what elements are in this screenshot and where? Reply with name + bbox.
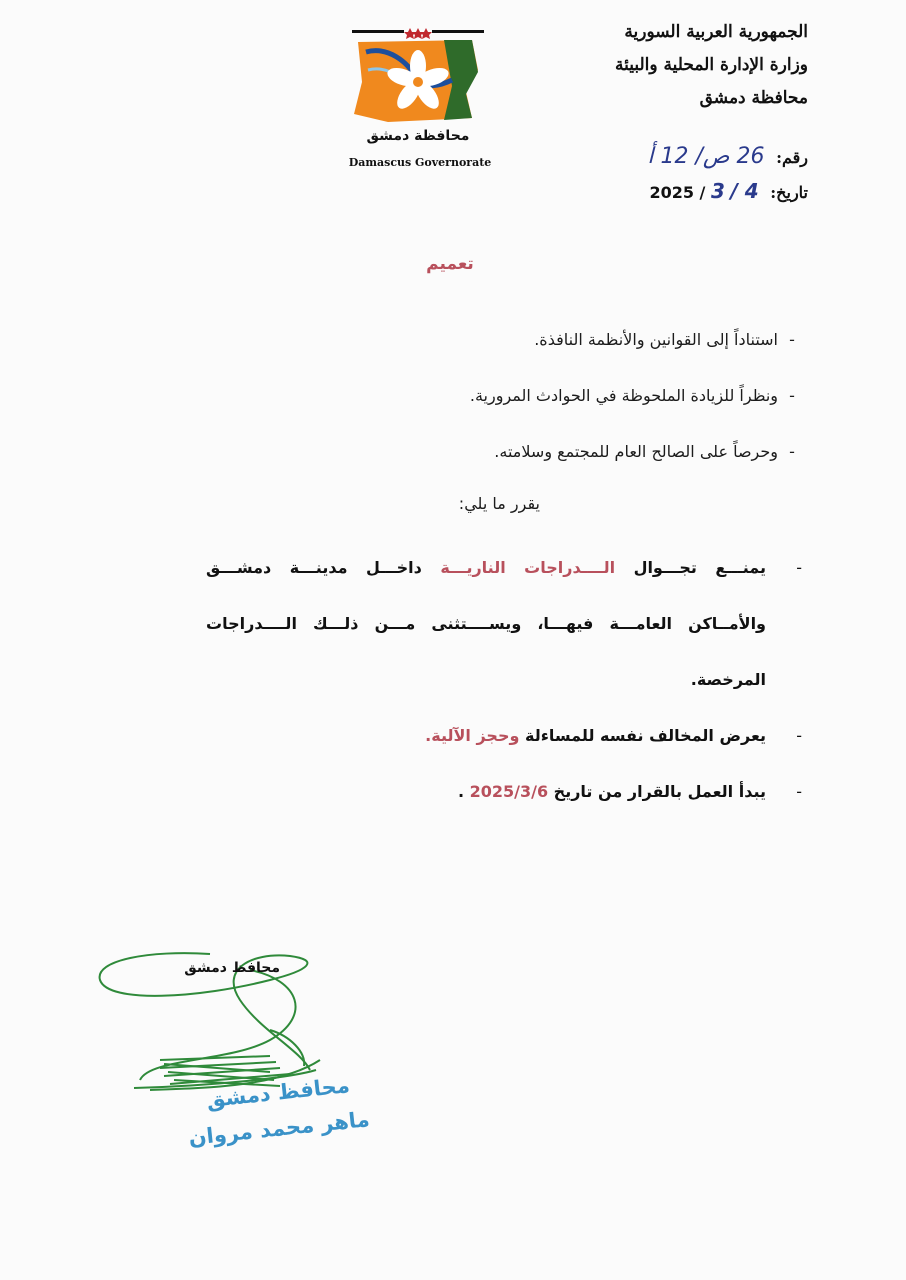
decision-2-text: يعرض المخالف نفسه للمساءلة: [525, 726, 766, 745]
decision-item: - يعرض المخالف نفسه للمساءلة وحجز الآلية.: [425, 726, 802, 745]
reference-date: [608, 174, 808, 208]
decision-2-highlight: وحجز الآلية.: [425, 726, 520, 745]
date-month: 3: [710, 179, 725, 203]
decision-item: - يمنـــع تجـــوال الــــدراجات الناريـــة داخـــل مدينـــة دمشـــق والأمــاكن العامـــة فيهـــا، ويســــتثنى مـــن ذلـــك الــــدراجات المرخصة.: [206, 558, 802, 689]
preamble-item: -وحرصاً على الصالح العام للمجتمع وسلامته.: [494, 442, 795, 461]
document-title: تعميم: [426, 254, 474, 274]
letterhead-line-republic: الجمهورية العربية السورية: [624, 22, 808, 42]
logo-name-arabic: محافظة دمشق: [366, 128, 470, 144]
stamp-title: محافظ دمشق: [205, 1073, 351, 1113]
date-year: 2025 /: [649, 183, 706, 202]
decision-3-text: يبدأ العمل بالقرار من تاريخ: [553, 782, 766, 801]
stamp-name: ماهر محمد مروان: [187, 1107, 371, 1150]
decision-1-highlight: الــــدراجات الناريـــة: [440, 558, 616, 577]
reference-label: رقم:: [776, 148, 808, 167]
decides-heading: يقرر ما يلي:: [458, 494, 540, 513]
preamble-item: -ونظراً للزيادة الملحوظة في الحوادث المرورية.: [469, 386, 795, 405]
letterhead-line-governorate: محافظة دمشق: [699, 88, 808, 108]
reference-block: [608, 140, 808, 208]
preamble-list: [286, 318, 806, 486]
date-day: / 4: [730, 179, 759, 203]
logo-name-english: Damascus Governorate: [348, 156, 492, 169]
date-value: [649, 179, 759, 203]
reference-number: [608, 140, 808, 174]
reference-value: 26 ص/ 12 أ: [647, 144, 765, 169]
preamble-item: -استناداً إلى القوانين والأنظمة النافذة.: [534, 330, 795, 349]
signatory-title: محافظ دمشق: [184, 960, 280, 976]
decision-item: - يبدأ العمل بالقرار من تاريخ 2025/3/6 .: [457, 782, 802, 801]
decision-3-highlight: 2025/3/6: [469, 782, 549, 801]
decision-1-rest: داخـــل مدينـــة دمشـــق والأمــاكن العامـــة فيهـــا، ويســــتثنى مـــن ذلـــك الــــدراجات المرخصة.: [206, 558, 766, 689]
date-label: تاريخ:: [770, 183, 808, 202]
decisions-list: [206, 540, 802, 820]
letterhead-line-ministry: وزارة الإدارة المحلية والبيئة: [614, 55, 808, 75]
decision-1-text: يمنـــع تجـــوال: [633, 558, 766, 577]
decision-3-end: .: [457, 782, 465, 801]
letterhead: [548, 16, 808, 115]
